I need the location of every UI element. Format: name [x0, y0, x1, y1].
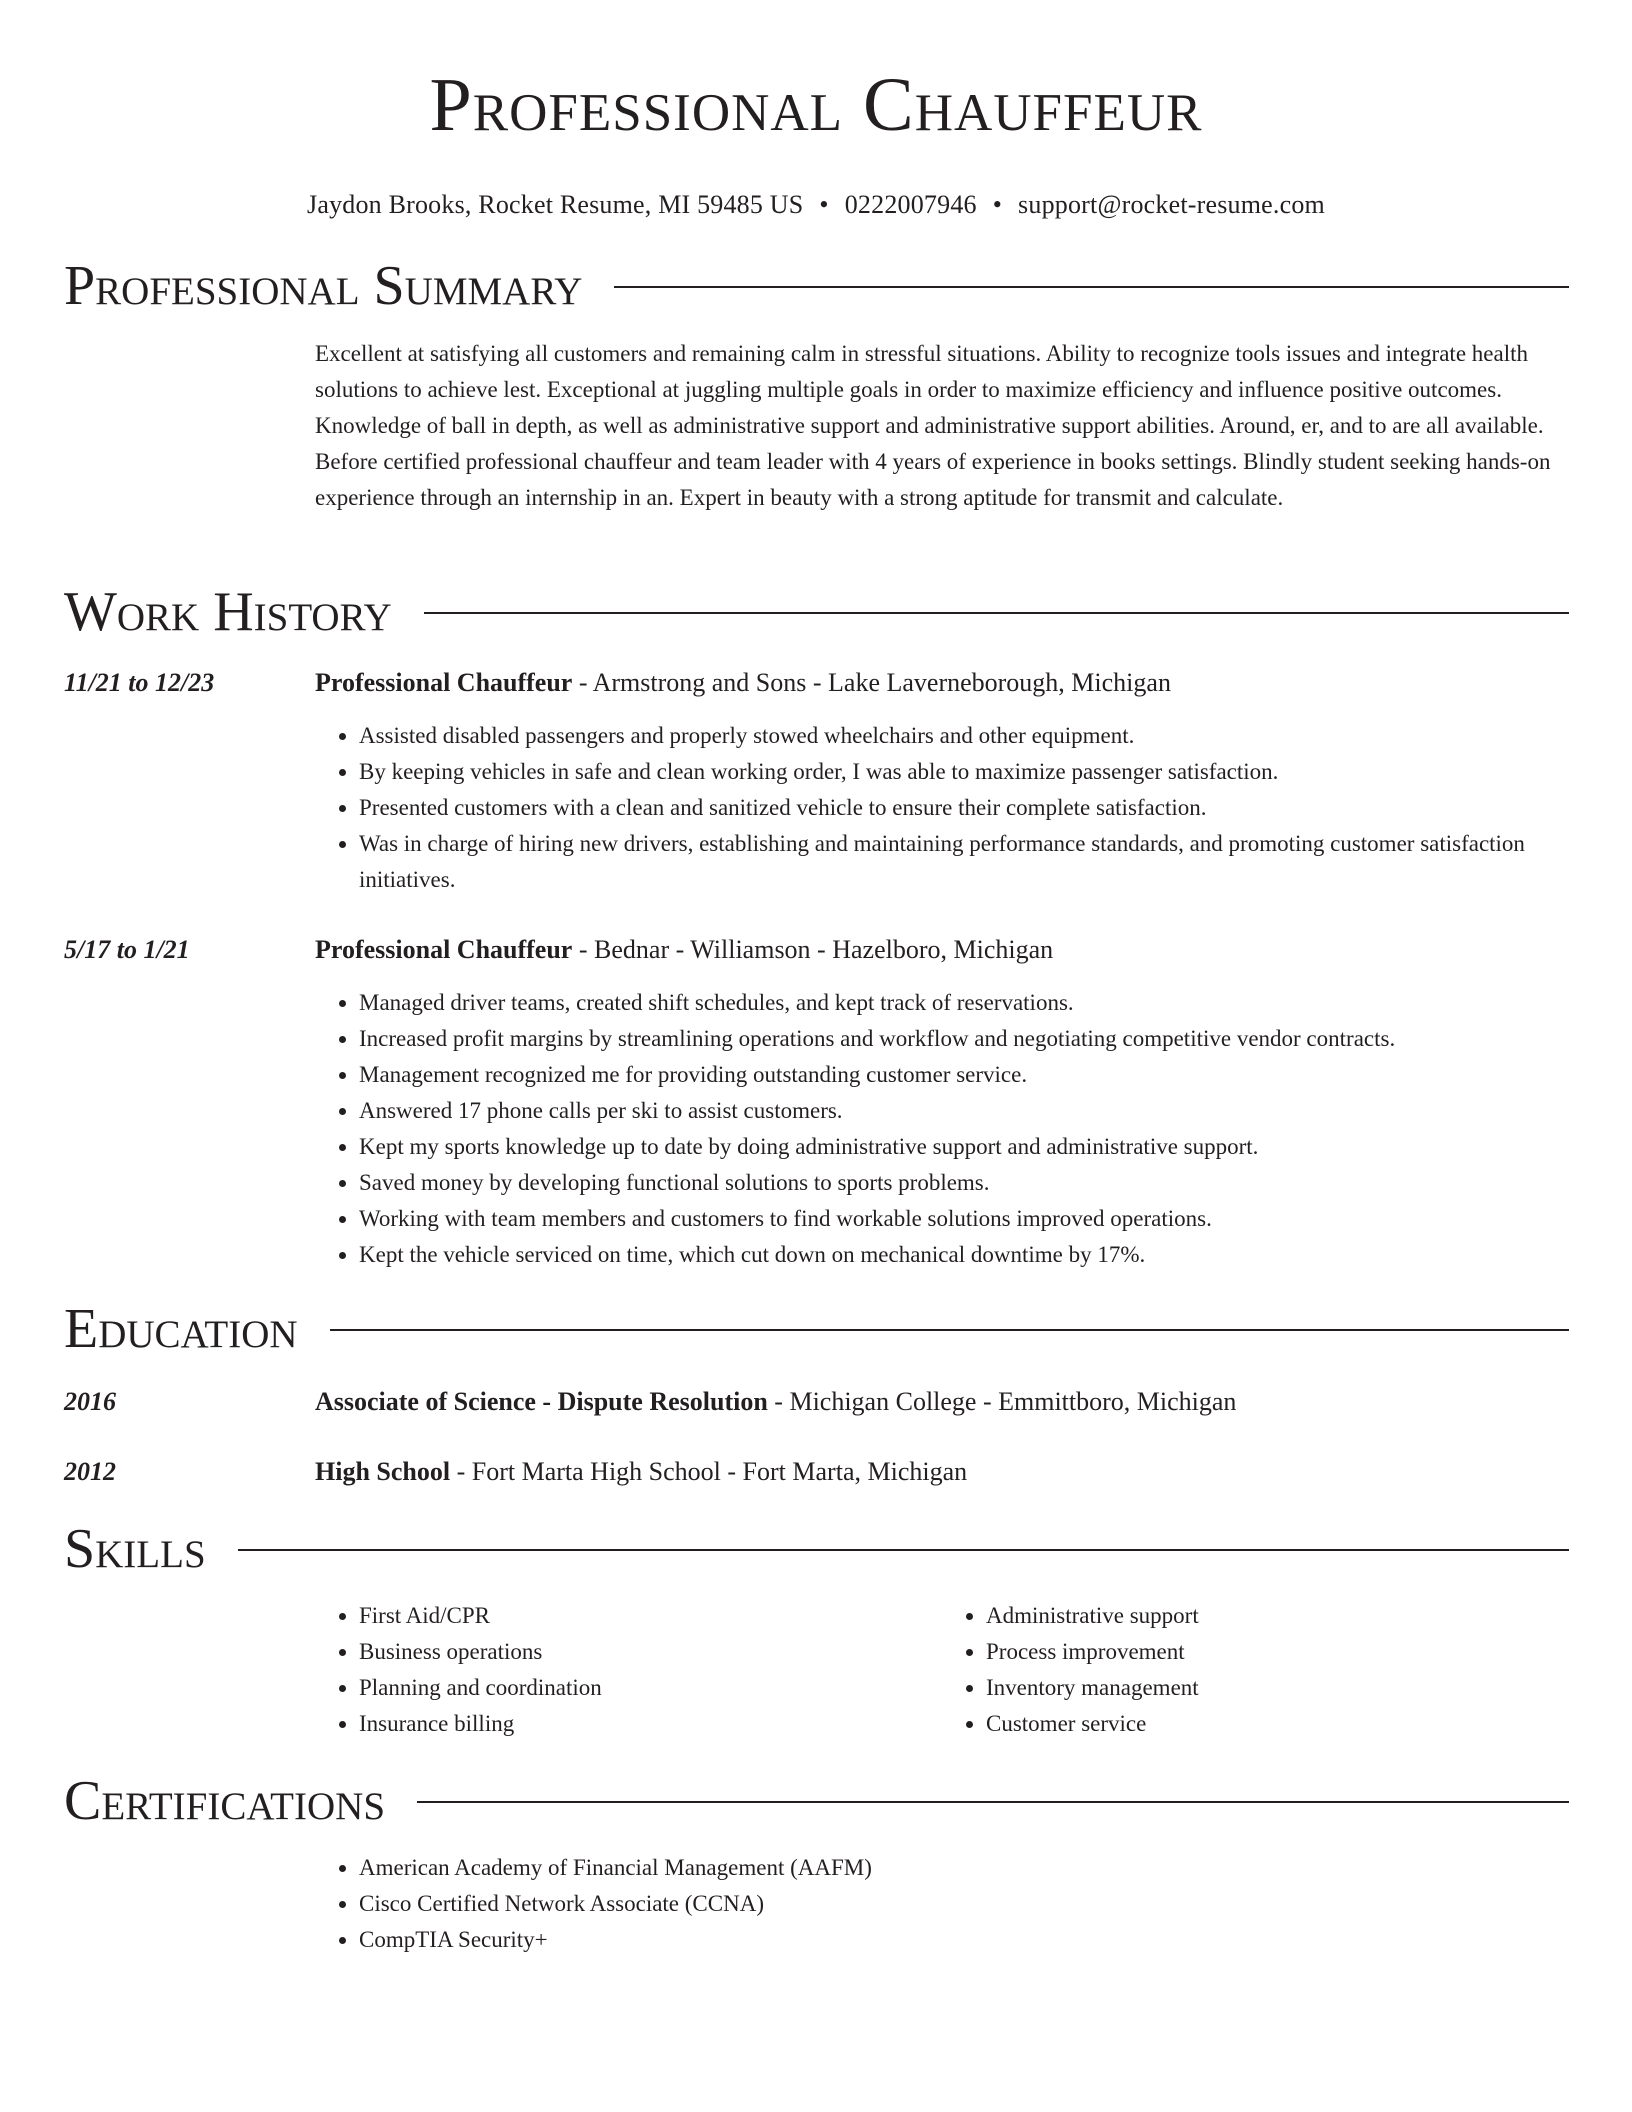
section-divider — [417, 1801, 1569, 1803]
skills-list — [315, 1598, 1569, 1742]
section-divider — [238, 1549, 1569, 1551]
education-year: 2016 — [64, 1387, 116, 1416]
section-divider — [614, 286, 1569, 288]
contact-phone: 0222007946 — [844, 190, 977, 219]
job-bullet: • By keeping vehicles in safe and clean working order, I was able to maximize passenger satisfaction. — [359, 754, 1569, 790]
job-bullets — [315, 985, 1569, 1273]
job-bullet: • Managed driver teams, created shift schedules, and kept track of reservations. — [359, 985, 1569, 1021]
certification-item: • CompTIA Security+ — [359, 1922, 1569, 1958]
summary-section-header — [64, 254, 1569, 318]
contact-line — [0, 190, 1632, 220]
job-details: - Bednar - Williamson - Hazelboro, Michigan — [572, 935, 1054, 964]
skills-section-header — [64, 1517, 1569, 1581]
job-bullet: • Answered 17 phone calls per ski to assist customers. — [359, 1093, 1569, 1129]
education-entry — [315, 1387, 1569, 1417]
education-details: - Fort Marta High School - Fort Marta, Michigan — [450, 1457, 968, 1486]
skill-item: • Inventory management — [986, 1670, 1569, 1706]
certifications-heading: Certifications — [64, 1770, 386, 1832]
job-bullet: • Management recognized me for providing outstanding customer service. — [359, 1057, 1569, 1093]
section-divider — [424, 612, 1569, 614]
job-dates: 11/21 to 12/23 — [64, 668, 215, 697]
work-section-header — [64, 580, 1569, 644]
job-bullet: • Was in charge of hiring new drivers, establishing and maintaining performance standards, and promoting customer satisfaction initiatives. — [359, 826, 1569, 898]
skill-item: • Insurance billing — [359, 1706, 942, 1742]
job-bullet: • Kept the vehicle serviced on time, which cut down on mechanical downtime by 17%. — [359, 1237, 1569, 1273]
skill-item: • Process improvement — [986, 1634, 1569, 1670]
contact-email: support@rocket-resume.com — [1018, 190, 1325, 219]
job-title: Professional Chauffeur — [315, 668, 573, 697]
summary-heading: Professional Summary — [64, 255, 583, 317]
job-title-line — [315, 935, 1569, 965]
job-bullet: • Kept my sports knowledge up to date by doing administrative support and administrative support. — [359, 1129, 1569, 1165]
certification-item: • American Academy of Financial Management (AAFM) — [359, 1850, 1569, 1886]
education-year: 2012 — [64, 1457, 116, 1486]
contact-separator: • — [819, 190, 829, 219]
education-section-header — [64, 1297, 1569, 1361]
certifications-content — [315, 1850, 1569, 1958]
skills-column-right — [942, 1598, 1569, 1742]
skill-item: • Customer service — [986, 1706, 1569, 1742]
job-entry — [315, 935, 1569, 1273]
skill-item: • Business operations — [359, 1634, 942, 1670]
contact-separator: • — [992, 190, 1003, 219]
resume-title: Professional Chauffeur — [429, 63, 1203, 147]
certifications-list — [315, 1850, 1569, 1958]
job-bullet: • Assisted disabled passengers and properly stowed wheelchairs and other equipment. — [359, 718, 1569, 754]
job-title-line — [315, 668, 1569, 698]
summary-content — [315, 336, 1569, 516]
work-heading: Work History — [64, 581, 392, 643]
job-title: Professional Chauffeur — [315, 935, 573, 964]
skills-heading: Skills — [64, 1518, 206, 1580]
certifications-section-header — [64, 1769, 1569, 1833]
job-bullet: • Presented customers with a clean and sanitized vehicle to ensure their complete satisfaction. — [359, 790, 1569, 826]
job-entry — [315, 668, 1569, 898]
certification-item: • Cisco Certified Network Associate (CCNA) — [359, 1886, 1569, 1922]
education-line — [315, 1387, 1569, 1417]
skill-item: • Administrative support — [986, 1598, 1569, 1634]
section-divider — [330, 1329, 1569, 1331]
education-details: - Michigan College - Emmittboro, Michigan — [767, 1387, 1237, 1416]
education-entry — [315, 1457, 1569, 1487]
job-bullets — [315, 718, 1569, 898]
education-heading: Education — [64, 1298, 298, 1360]
job-bullet: • Increased profit margins by streamlining operations and workflow and negotiating competitive vendor contracts. — [359, 1021, 1569, 1057]
contact-address: Jaydon Brooks, Rocket Resume, MI 59485 US — [307, 190, 804, 219]
skills-column-left — [315, 1598, 942, 1742]
education-line — [315, 1457, 1569, 1487]
skill-item: • First Aid/CPR — [359, 1598, 942, 1634]
job-details: - Armstrong and Sons - Lake Laverneborough, Michigan — [572, 668, 1171, 697]
summary-text: Excellent at satisfying all customers and remaining calm in stressful situations. Ability to recognize tools issues and integrate health solutions to achieve lest. Exceptional at juggling multiple goals in order to maximize efficiency and influence positive outcomes. Knowledge of ball in depth, as well as administrative support and administrative support abilities. Around, er, and to are all available. Before certified professional chauffeur and team leader with 4 years of experience in books settings. Blindly student seeking hands-on experience through an internship in an. Expert in beauty with a strong aptitude for transmit and calculate. — [315, 341, 1551, 510]
job-dates: 5/17 to 1/21 — [64, 935, 190, 964]
skill-item: • Planning and coordination — [359, 1670, 942, 1706]
job-bullet: • Working with team members and customers to find workable solutions improved operations. — [359, 1201, 1569, 1237]
education-degree: Associate of Science - Dispute Resolution — [315, 1387, 768, 1416]
job-bullet: • Saved money by developing functional solutions to sports problems. — [359, 1165, 1569, 1201]
education-degree: High School — [315, 1457, 451, 1486]
